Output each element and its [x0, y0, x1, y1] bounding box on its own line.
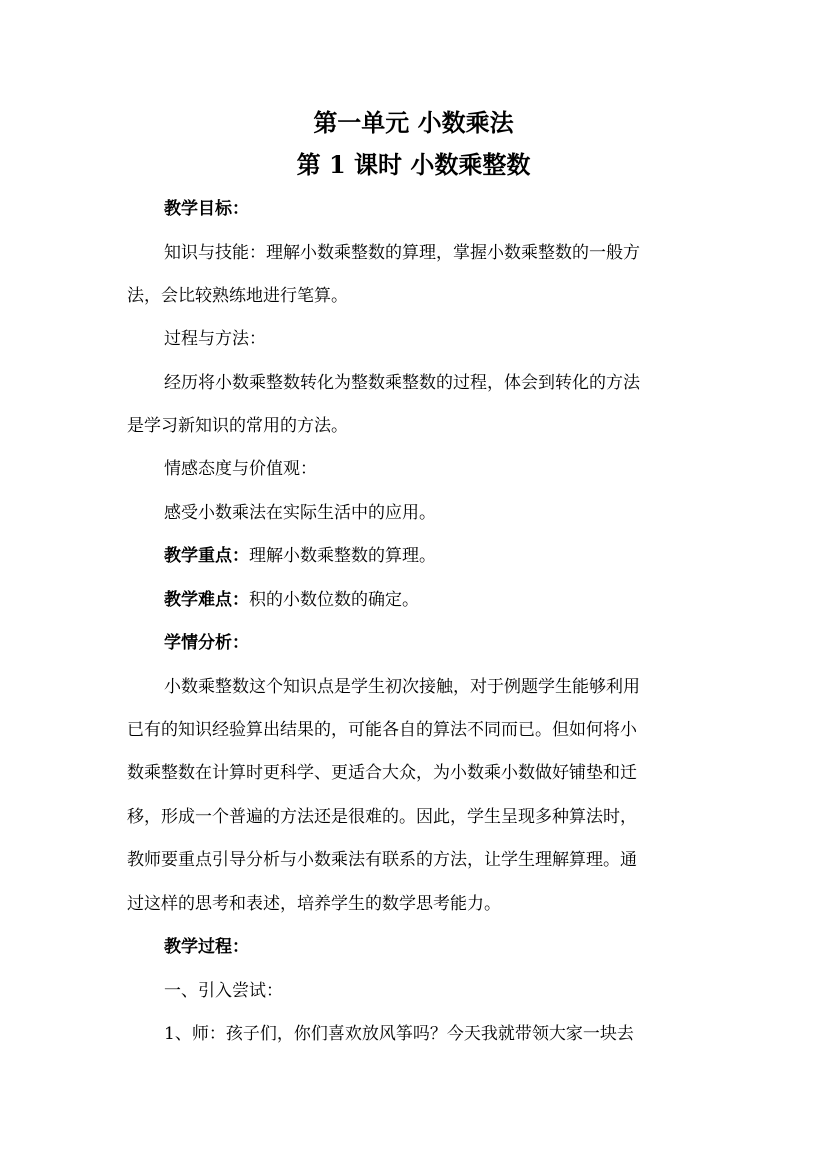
emotion-heading: 情感态度与价值观： [164, 459, 317, 479]
process-line-2: 是学习新知识的常用的方法。 [127, 416, 348, 436]
teaching-process-heading: 教学过程： [164, 937, 249, 957]
section-1-line-1: 1、师：孩子们，你们喜欢放风筝吗？今天我就带领大家一块去 [164, 1024, 634, 1044]
analysis-line: 已有的知识经验算出结果的，可能各自的算法不同而已。但如何将小 [127, 720, 637, 740]
lesson-title: 第 1 课时 小数乘整数 [296, 150, 531, 179]
analysis-line: 过这样的思考和表述，培养学生的数学思考能力。 [127, 894, 501, 914]
unit-title: 第一单元 小数乘法 [313, 108, 514, 137]
difficulty [164, 587, 419, 613]
knowledge-line-1: 知识与技能：理解小数乘整数的算理，掌握小数乘整数的一般方 [164, 243, 640, 263]
difficulty-label: 教学难点： [164, 590, 249, 610]
difficulty-text: 积的小数位数的确定。 [249, 590, 419, 610]
knowledge-line-2: 法，会比较熟练地进行笔算。 [127, 286, 348, 306]
analysis-line: 小数乘整数这个知识点是学生初次接触，对于例题学生能够利用 [164, 677, 640, 697]
analysis-heading: 学情分析： [164, 633, 249, 653]
process-heading: 过程与方法： [164, 329, 266, 349]
analysis-line: 教师要重点引导分析与小数乘法有联系的方法，让学生理解算理。通 [127, 850, 637, 870]
key-point [164, 543, 436, 569]
analysis-line: 数乘整数在计算时更科学、更适合大众，为小数乘小数做好铺垫和迁 [127, 763, 637, 783]
objectives-heading: 教学目标： [164, 199, 249, 219]
key-point-label: 教学重点： [164, 546, 249, 566]
emotion-line-1: 感受小数乘法在实际生活中的应用。 [164, 503, 436, 523]
key-point-text: 理解小数乘整数的算理。 [249, 546, 436, 566]
process-line-1: 经历将小数乘整数转化为整数乘整数的过程，体会到转化的方法 [164, 373, 640, 393]
section-1-heading: 一、引入尝试： [164, 981, 283, 1001]
analysis-line: 移，形成一个普遍的方法还是很难的。因此，学生呈现多种算法时， [127, 807, 637, 827]
